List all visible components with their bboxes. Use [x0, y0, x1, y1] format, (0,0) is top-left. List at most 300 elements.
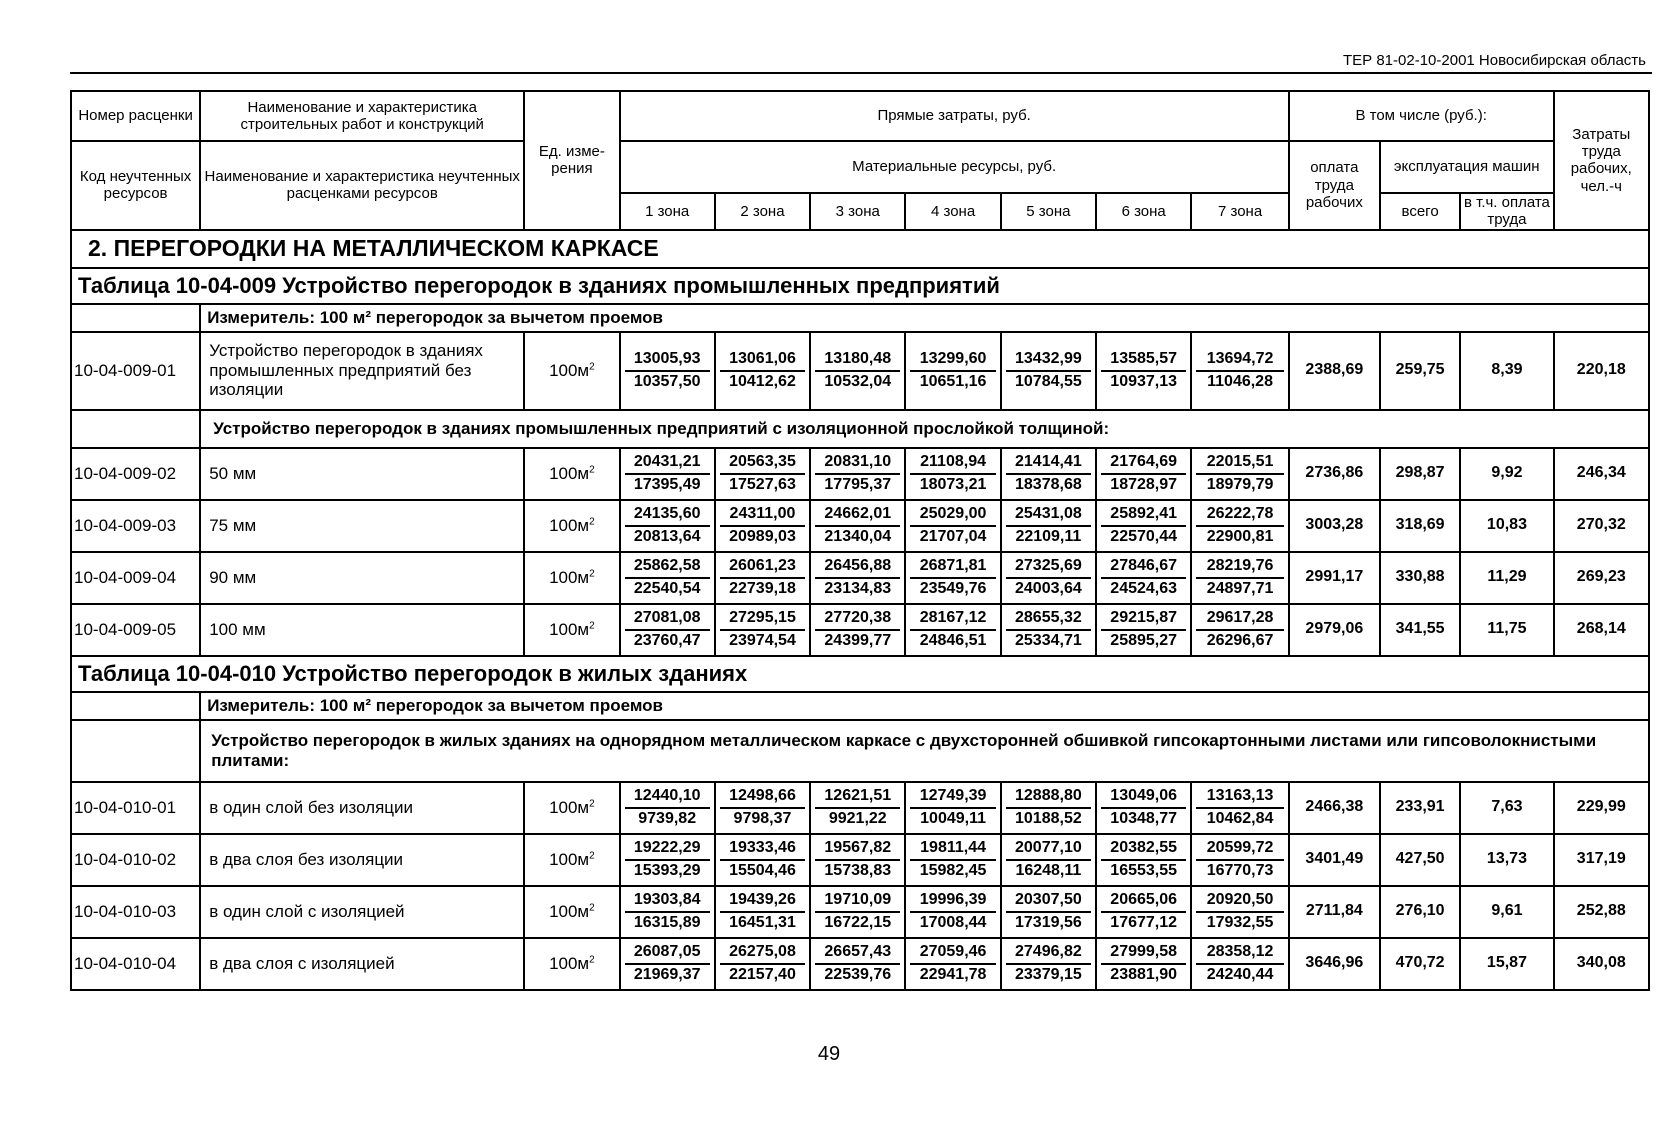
- header-name-resources: Наименование и характеристика неучтенных расценками ресурсов: [200, 141, 524, 230]
- material-cost: 22157,40: [729, 965, 796, 983]
- rate-unit: [524, 886, 619, 938]
- measure-1: Измеритель: 100 м² перегородок за вычетом проемов: [200, 304, 1649, 332]
- direct-cost: 19222,29: [625, 839, 710, 860]
- direct-cost: 25892,41: [1101, 505, 1186, 526]
- machine-labor-pay: 7,63: [1460, 782, 1553, 834]
- direct-cost: 20563,35: [720, 453, 805, 474]
- zone-price: [1096, 782, 1191, 834]
- header-nomer: Номер расценки: [71, 91, 200, 141]
- rate-unit: [524, 604, 619, 656]
- zone-price: [810, 782, 905, 834]
- rate-name: в два слоя без изоляции: [200, 834, 524, 886]
- unit-superscript: 2: [589, 902, 595, 914]
- zone-price: [1191, 604, 1289, 656]
- labor-hours: 220,18: [1554, 332, 1649, 410]
- direct-cost: 26061,23: [720, 557, 805, 578]
- material-cost: 23881,90: [1110, 965, 1178, 983]
- unit-superscript: 2: [589, 568, 595, 580]
- zone-price: [1191, 552, 1289, 604]
- direct-cost: 20307,50: [1006, 891, 1091, 912]
- material-cost: 18378,68: [1015, 475, 1082, 493]
- header-kod: Код неучтенных ресурсов: [71, 141, 200, 230]
- table-row: [71, 500, 1649, 552]
- material-cost: 10049,11: [920, 809, 986, 827]
- rate-unit: [524, 500, 619, 552]
- material-cost: 22540,54: [633, 579, 701, 597]
- material-cost: 18073,21: [919, 475, 987, 493]
- material-cost: 24846,51: [919, 631, 987, 649]
- header-ekspl: эксплуатация машин: [1380, 141, 1554, 193]
- zone-price: [1191, 332, 1289, 410]
- zone-price: [715, 886, 810, 938]
- zone-price: [810, 886, 905, 938]
- zone-price: [810, 500, 905, 552]
- zone-price: [810, 552, 905, 604]
- material-cost: 9921,22: [828, 809, 887, 827]
- material-cost: 21340,04: [824, 527, 892, 545]
- zone-price: [620, 332, 715, 410]
- material-cost: 16315,89: [633, 913, 701, 931]
- rate-code: 10-04-010-04: [71, 938, 200, 990]
- labor-pay: 2979,06: [1289, 604, 1380, 656]
- table-row: [71, 604, 1649, 656]
- zone-price: [620, 604, 715, 656]
- material-cost: 20813,64: [633, 527, 701, 545]
- zone-price: [810, 604, 905, 656]
- table-row: [71, 834, 1649, 886]
- zone-price: [715, 332, 810, 410]
- machine-total: 298,87: [1380, 448, 1460, 500]
- table-row: [71, 448, 1649, 500]
- direct-cost: 28358,12: [1196, 943, 1284, 964]
- direct-cost: 13299,60: [910, 350, 995, 371]
- material-cost: 23379,15: [1015, 965, 1082, 983]
- direct-cost: 13180,48: [815, 350, 900, 371]
- zone-price: [620, 834, 715, 886]
- direct-cost: 21108,94: [910, 453, 995, 474]
- header-vtch: в т.ч. оплата труда: [1460, 193, 1553, 230]
- header-material: Материальные ресурсы, руб.: [620, 141, 1289, 193]
- rate-name: 100 мм: [200, 604, 524, 656]
- unit-text: 100м: [549, 849, 590, 869]
- material-cost: 23760,47: [633, 631, 701, 649]
- material-cost: 10784,55: [1015, 372, 1082, 390]
- unit-text: 100м: [549, 953, 590, 973]
- material-cost: 15982,45: [919, 861, 987, 879]
- direct-cost: 27081,08: [625, 609, 710, 630]
- table-title-2: Таблица 10-04-010 Устройство перегородок в жилых зданиях: [71, 656, 1649, 692]
- unit-superscript: 2: [589, 850, 595, 862]
- material-cost: 26296,67: [1206, 631, 1274, 649]
- zone-1: 1 зона: [620, 193, 715, 230]
- header-oplata: оплата труда рабочих: [1289, 141, 1380, 230]
- labor-hours: 340,08: [1554, 938, 1649, 990]
- direct-cost: 28655,32: [1006, 609, 1091, 630]
- unit-text: 100м: [549, 619, 590, 639]
- machine-labor-pay: 13,73: [1460, 834, 1553, 886]
- material-cost: 24897,71: [1206, 579, 1274, 597]
- material-cost: 20989,03: [729, 527, 796, 545]
- rate-unit: [524, 448, 619, 500]
- direct-cost: 13163,13: [1196, 787, 1284, 808]
- labor-pay: 3646,96: [1289, 938, 1380, 990]
- direct-cost: 25862,58: [625, 557, 710, 578]
- rate-name: 50 мм: [200, 448, 524, 500]
- rate-unit: [524, 332, 619, 410]
- machine-labor-pay: 9,92: [1460, 448, 1553, 500]
- direct-cost: 26871,81: [910, 557, 995, 578]
- zone-price: [1096, 552, 1191, 604]
- zone-price: [1191, 834, 1289, 886]
- empty-cell: [71, 720, 200, 782]
- material-cost: 9739,82: [638, 809, 697, 827]
- zone-price: [1191, 500, 1289, 552]
- zone-price: [1096, 938, 1191, 990]
- unit-superscript: 2: [589, 798, 595, 810]
- rate-name: 75 мм: [200, 500, 524, 552]
- machine-labor-pay: 10,83: [1460, 500, 1553, 552]
- material-cost: 18979,79: [1206, 475, 1274, 493]
- material-cost: 24240,44: [1206, 965, 1274, 983]
- material-cost: 21707,04: [919, 527, 987, 545]
- table-row: [71, 938, 1649, 990]
- zone-price: [905, 332, 1000, 410]
- direct-cost: 27846,67: [1101, 557, 1186, 578]
- zone-price: [1001, 886, 1096, 938]
- machine-labor-pay: 9,61: [1460, 886, 1553, 938]
- zone-6: 6 зона: [1096, 193, 1191, 230]
- rate-name: в два слоя с изоляцией: [200, 938, 524, 990]
- table-row: [71, 782, 1649, 834]
- rate-unit: [524, 552, 619, 604]
- zone-3: 3 зона: [810, 193, 905, 230]
- rate-name: 90 мм: [200, 552, 524, 604]
- zone-price: [905, 604, 1000, 656]
- direct-cost: 22015,51: [1196, 453, 1284, 474]
- direct-cost: 26087,05: [625, 943, 710, 964]
- zone-price: [810, 448, 905, 500]
- material-cost: 10532,04: [824, 372, 892, 390]
- zone-price: [1191, 886, 1289, 938]
- material-cost: 15504,46: [729, 861, 796, 879]
- material-cost: 15393,29: [633, 861, 701, 879]
- zone-price: [905, 938, 1000, 990]
- price-table: [70, 90, 1650, 991]
- section-title: 2. ПЕРЕГОРОДКИ НА МЕТАЛЛИЧЕСКОМ КАРКАСЕ: [71, 230, 1649, 268]
- labor-hours: 268,14: [1554, 604, 1649, 656]
- zone-price: [1191, 782, 1289, 834]
- labor-pay: 2736,86: [1289, 448, 1380, 500]
- machine-total: 318,69: [1380, 500, 1460, 552]
- material-cost: 17395,49: [633, 475, 701, 493]
- zone-price: [1001, 782, 1096, 834]
- material-cost: 17795,37: [824, 475, 892, 493]
- material-cost: 22109,11: [1015, 527, 1082, 545]
- direct-cost: 13049,06: [1101, 787, 1186, 808]
- zone-price: [715, 604, 810, 656]
- direct-cost: 29617,28: [1196, 609, 1284, 630]
- material-cost: 16770,73: [1206, 861, 1274, 879]
- rate-unit: [524, 834, 619, 886]
- direct-cost: 26222,78: [1196, 505, 1284, 526]
- rate-code: 10-04-009-04: [71, 552, 200, 604]
- direct-cost: 19811,44: [910, 839, 995, 860]
- zone-price: [1191, 448, 1289, 500]
- zone-5: 5 зона: [1001, 193, 1096, 230]
- zone-price: [905, 552, 1000, 604]
- direct-cost: 20382,55: [1101, 839, 1186, 860]
- direct-cost: 20431,21: [625, 453, 710, 474]
- direct-cost: 24135,60: [625, 505, 710, 526]
- zone-price: [1096, 604, 1191, 656]
- material-cost: 23134,83: [824, 579, 892, 597]
- direct-cost: 21414,41: [1006, 453, 1091, 474]
- direct-cost: 24662,01: [815, 505, 900, 526]
- rate-unit: [524, 782, 619, 834]
- material-cost: 16451,31: [729, 913, 796, 931]
- machine-total: 233,91: [1380, 782, 1460, 834]
- header-direct-costs: Прямые затраты, руб.: [620, 91, 1289, 141]
- direct-cost: 28167,12: [910, 609, 995, 630]
- material-cost: 10462,84: [1206, 809, 1274, 827]
- machine-labor-pay: 15,87: [1460, 938, 1553, 990]
- material-cost: 10188,52: [1015, 809, 1082, 827]
- rate-unit: [524, 938, 619, 990]
- material-cost: 25334,71: [1015, 631, 1082, 649]
- zone-price: [715, 782, 810, 834]
- material-cost: 17008,44: [919, 913, 987, 931]
- machine-total: 276,10: [1380, 886, 1460, 938]
- zone-price: [810, 332, 905, 410]
- unit-text: 100м: [549, 567, 590, 587]
- material-cost: 22570,44: [1110, 527, 1178, 545]
- zone-price: [1001, 604, 1096, 656]
- direct-cost: 12498,66: [720, 787, 805, 808]
- zone-price: [1096, 448, 1191, 500]
- labor-hours: 252,88: [1554, 886, 1649, 938]
- direct-cost: 13061,06: [720, 350, 805, 371]
- subhead-2: Устройство перегородок в жилых зданиях на однорядном металлическом каркасе с двухсторонней обшивкой гипсокартонными листами или гипсоволокнистыми плитами:: [200, 720, 1649, 782]
- machine-total: 330,88: [1380, 552, 1460, 604]
- rate-name: Устройство перегородок в зданиях промышленных предприятий без изоляции: [200, 332, 524, 410]
- direct-cost: 26275,08: [720, 943, 805, 964]
- material-cost: 10348,77: [1110, 809, 1178, 827]
- measure-2: Измеритель: 100 м² перегородок за вычетом проемов: [200, 692, 1649, 720]
- material-cost: 16722,15: [824, 913, 892, 931]
- direct-cost: 21764,69: [1101, 453, 1186, 474]
- direct-cost: 25029,00: [910, 505, 995, 526]
- direct-cost: 19710,09: [815, 891, 900, 912]
- zone-price: [905, 448, 1000, 500]
- page-number: 49: [817, 1043, 841, 1065]
- rate-code: 10-04-010-01: [71, 782, 200, 834]
- material-cost: 15738,83: [824, 861, 892, 879]
- material-cost: 16248,11: [1015, 861, 1082, 879]
- header-including: В том числе (руб.):: [1289, 91, 1554, 141]
- labor-hours: 246,34: [1554, 448, 1649, 500]
- direct-cost: 12888,80: [1006, 787, 1091, 808]
- zone-price: [620, 448, 715, 500]
- unit-text: 100м: [549, 515, 590, 535]
- direct-cost: 13694,72: [1196, 350, 1284, 371]
- direct-cost: 12749,39: [910, 787, 995, 808]
- rate-code: 10-04-009-03: [71, 500, 200, 552]
- machine-total: 427,50: [1380, 834, 1460, 886]
- rate-code: 10-04-009-01: [71, 332, 200, 410]
- zone-price: [620, 938, 715, 990]
- direct-cost: 27496,82: [1006, 943, 1091, 964]
- zone-price: [1096, 886, 1191, 938]
- unit-text: 100м: [549, 901, 590, 921]
- zone-price: [620, 552, 715, 604]
- unit-text: 100м: [549, 797, 590, 817]
- direct-cost: 24311,00: [720, 505, 805, 526]
- header-name-works: Наименование и характеристика строительных работ и конструкций: [200, 91, 524, 141]
- material-cost: 22941,78: [919, 965, 987, 983]
- material-cost: 16553,55: [1110, 861, 1178, 879]
- machine-labor-pay: 11,29: [1460, 552, 1553, 604]
- empty-cell: [71, 692, 200, 720]
- zone-price: [905, 500, 1000, 552]
- zone-price: [1001, 500, 1096, 552]
- material-cost: 23549,76: [919, 579, 987, 597]
- rate-name: в один слой без изоляции: [200, 782, 524, 834]
- unit-text: 100м: [549, 360, 590, 380]
- material-cost: 17932,55: [1206, 913, 1274, 931]
- zone-price: [620, 500, 715, 552]
- direct-cost: 13432,99: [1006, 350, 1091, 371]
- material-cost: 10412,62: [729, 372, 796, 390]
- unit-superscript: 2: [589, 464, 595, 476]
- direct-cost: 28219,76: [1196, 557, 1284, 578]
- zone-price: [905, 782, 1000, 834]
- labor-pay: 3401,49: [1289, 834, 1380, 886]
- labor-hours: 317,19: [1554, 834, 1649, 886]
- zone-price: [715, 834, 810, 886]
- labor-hours: 229,99: [1554, 782, 1649, 834]
- direct-cost: 13585,57: [1101, 350, 1186, 371]
- rate-code: 10-04-010-02: [71, 834, 200, 886]
- material-cost: 17319,56: [1015, 913, 1082, 931]
- table-title-1: Таблица 10-04-009 Устройство перегородок в зданиях промышленных предприятий: [71, 268, 1649, 304]
- unit-superscript: 2: [589, 361, 595, 373]
- zone-7: 7 зона: [1191, 193, 1289, 230]
- material-cost: 24003,64: [1015, 579, 1082, 597]
- labor-pay: 3003,28: [1289, 500, 1380, 552]
- zone-price: [715, 500, 810, 552]
- material-cost: 22739,18: [729, 579, 796, 597]
- machine-total: 341,55: [1380, 604, 1460, 656]
- zone-price: [1001, 448, 1096, 500]
- zone-price: [1001, 834, 1096, 886]
- zone-price: [1096, 834, 1191, 886]
- machine-total: 470,72: [1380, 938, 1460, 990]
- document-reference: ТЕР 81-02-10-2001 Новосибирская область: [1343, 52, 1646, 69]
- page-header: [70, 46, 1652, 74]
- direct-cost: 27999,58: [1101, 943, 1186, 964]
- material-cost: 22900,81: [1206, 527, 1274, 545]
- header-vsego: всего: [1380, 193, 1460, 230]
- material-cost: 17527,63: [729, 475, 796, 493]
- empty-cell: [71, 304, 200, 332]
- rate-code: 10-04-009-05: [71, 604, 200, 656]
- direct-cost: 12440,10: [625, 787, 710, 808]
- empty-cell: [71, 410, 200, 448]
- zone-price: [905, 834, 1000, 886]
- zone-price: [1001, 552, 1096, 604]
- labor-hours: 270,32: [1554, 500, 1649, 552]
- zone-price: [620, 886, 715, 938]
- machine-total: 259,75: [1380, 332, 1460, 410]
- direct-cost: 13005,93: [625, 350, 710, 371]
- material-cost: 10651,16: [919, 372, 987, 390]
- material-cost: 17677,12: [1110, 913, 1178, 931]
- direct-cost: 20920,50: [1196, 891, 1284, 912]
- material-cost: 9798,37: [733, 809, 792, 827]
- direct-cost: 12621,51: [815, 787, 900, 808]
- unit-superscript: 2: [589, 516, 595, 528]
- labor-pay: 2711,84: [1289, 886, 1380, 938]
- table-row: [71, 332, 1649, 410]
- unit-superscript: 2: [589, 620, 595, 632]
- direct-cost: 20599,72: [1196, 839, 1284, 860]
- direct-cost: 27295,15: [720, 609, 805, 630]
- labor-hours: 269,23: [1554, 552, 1649, 604]
- material-cost: 22539,76: [824, 965, 892, 983]
- direct-cost: 19439,26: [720, 891, 805, 912]
- unit-text: 100м: [549, 463, 590, 483]
- table-row: [71, 552, 1649, 604]
- header-labor-costs: Затраты труда рабочих, чел.-ч: [1554, 91, 1649, 230]
- direct-cost: 20077,10: [1006, 839, 1091, 860]
- zone-price: [1096, 332, 1191, 410]
- zone-4: 4 зона: [905, 193, 1000, 230]
- material-cost: 24399,77: [824, 631, 892, 649]
- header-unit: Ед. изме-рения: [524, 91, 619, 230]
- zone-price: [1001, 332, 1096, 410]
- material-cost: 25895,27: [1110, 631, 1178, 649]
- material-cost: 18728,97: [1110, 475, 1178, 493]
- zone-price: [905, 886, 1000, 938]
- unit-superscript: 2: [589, 954, 595, 966]
- zone-price: [810, 938, 905, 990]
- rate-code: 10-04-010-03: [71, 886, 200, 938]
- direct-cost: 25431,08: [1006, 505, 1091, 526]
- labor-pay: 2388,69: [1289, 332, 1380, 410]
- zone-price: [715, 552, 810, 604]
- machine-labor-pay: 8,39: [1460, 332, 1553, 410]
- material-cost: 21969,37: [633, 965, 701, 983]
- direct-cost: 26456,88: [815, 557, 900, 578]
- zone-price: [810, 834, 905, 886]
- labor-pay: 2466,38: [1289, 782, 1380, 834]
- zone-price: [715, 938, 810, 990]
- zone-price: [1191, 938, 1289, 990]
- direct-cost: 27325,69: [1006, 557, 1091, 578]
- zone-2: 2 зона: [715, 193, 810, 230]
- machine-labor-pay: 11,75: [1460, 604, 1553, 656]
- direct-cost: 26657,43: [815, 943, 900, 964]
- rate-name: в один слой с изоляцией: [200, 886, 524, 938]
- material-cost: 11046,28: [1207, 372, 1273, 390]
- direct-cost: 19567,82: [815, 839, 900, 860]
- direct-cost: 27059,46: [910, 943, 995, 964]
- direct-cost: 20665,06: [1101, 891, 1186, 912]
- rate-code: 10-04-009-02: [71, 448, 200, 500]
- zone-price: [620, 782, 715, 834]
- material-cost: 10937,13: [1110, 372, 1178, 390]
- zone-price: [1096, 500, 1191, 552]
